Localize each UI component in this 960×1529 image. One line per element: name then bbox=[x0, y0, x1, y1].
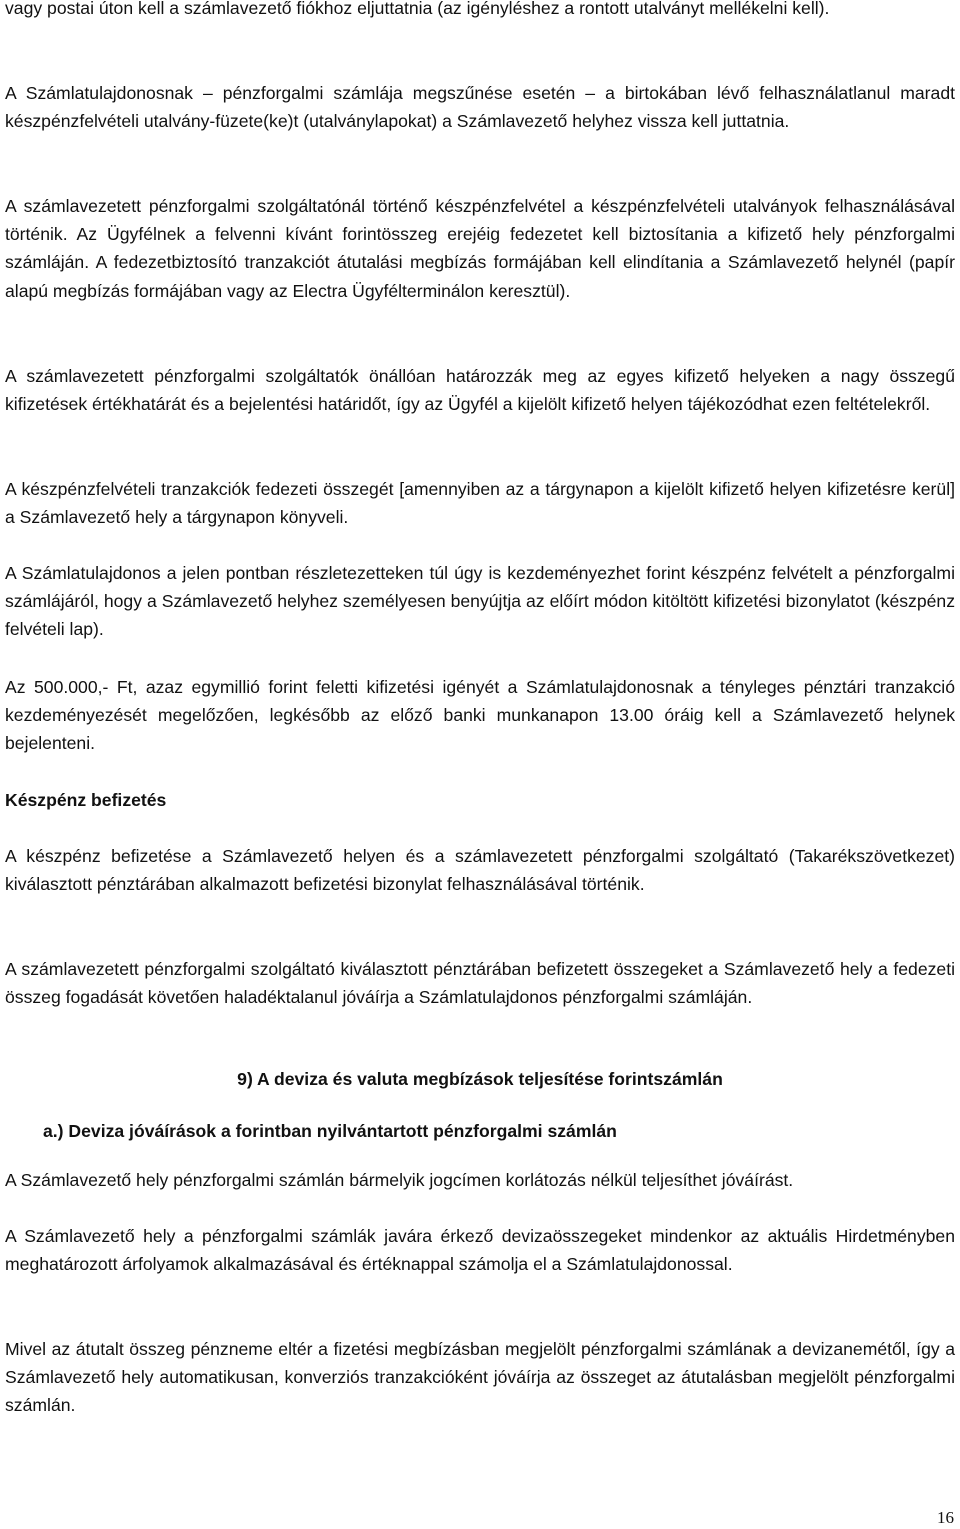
paragraph-fx-settlement: A Számlavezető hely a pénzforgalmi számlák javára érkező devizaösszegeket mindenkor az aktuális Hirdetményben meghatározott árfolyamok alkalmazásával és értéknappal számolja el a Számlatulajdonossal. bbox=[5, 1226, 955, 1275]
section-title-cash-deposit: Készpénz befizetés bbox=[5, 790, 167, 810]
paragraph-deposit-credit: A számlavezetett pénzforgalmi szolgáltató kiválasztott pénztárában befizetett összegeket a Számlavezető hely a fedezeti összeg fogadását követően haladéktalanul jóváírja a Számlatulajdonos pénzforgalmi számláján. bbox=[5, 959, 955, 1008]
page-number: 16 bbox=[937, 1508, 954, 1527]
paragraph-credit-any: A Számlavezető hely pénzforgalmi számlán bármelyik jogcímen korlátozás nélkül teljesíthet jóváírást. bbox=[5, 1170, 794, 1190]
paragraph-cash-withdrawal: A számlavezetett pénzforgalmi szolgáltatónál történő készpénzfelvétel a készpénzfelvételi utalványok felhasználásával történik. Az Ügyfélnek a felvenni kívánt forintösszeg erejéig fedezetet kell biztosítania a kifizető hely pénzforgalmi számláján. A fedezetbiztosító tranzakciót átutalási megbízás formájában kell elindítania a Számlavezető helynél (papír alapú megbízás formájában vagy az Electra Ügyfélterminálon keresztül). bbox=[5, 196, 955, 301]
paragraph-personal-withdrawal: A Számlatulajdonos a jelen pontban részletezetteken túl úgy is kezdeményezhet forint készpénz felvételt a pénzforgalmi számlájáról, hogy a Számlavezető helyhez személyesen benyújtja az előírt módon kitöltött kifizetési bizonylatot (készpénz felvételi lap). bbox=[5, 563, 955, 640]
paragraph-coverage-booking: A készpénzfelvételi tranzakciók fedezeti összegét [amennyiben az a tárgynapon a kijelölt kifizető helyen kifizetésre kerül] a Számlavezető hely a tárgynapon könyveli. bbox=[5, 479, 955, 528]
paragraph-conversion: Mivel az átutalt összeg pénzneme eltér a fizetési megbízásban megjelölt pénzforgalmi számlának a devizanemétől, így a Számlavezető hely automatikusan, konverziós tranzakcióként jóváírja az összeget az átutalásban megjelölt pénzforgalmi számlán. bbox=[5, 1339, 955, 1416]
paragraph-account-closure: A Számlatulajdonosnak – pénzforgalmi számlája megszűnése esetén – a birtokában lévő felhasználatlanul maradt készpénzfelvételi utalvány-füzete(ke)t (utalványlapokat) a Számlavezető helyhez vissza kell juttatnia. bbox=[5, 83, 955, 132]
paragraph-large-payments: A számlavezetett pénzforgalmi szolgáltatók önállóan határozzák meg az egyes kifizető helyeken a nagy összegű kifizetések értékhatárát és a bejelentési határidőt, így az Ügyfél a kijelölt kifizető helyen tájékozódhat ezen feltételekről. bbox=[5, 366, 955, 415]
heading-section-9: 9) A deviza és valuta megbízások teljesítése forintszámlán bbox=[237, 1069, 723, 1089]
paragraph-deposit: A készpénz befizetése a Számlavezető helyen és a számlavezetett pénzforgalmi szolgáltató (Takarékszövetkezet) kiválasztott pénztárában alkalmazott befizetési bizonylat felhasználásával történik. bbox=[5, 846, 955, 895]
paragraph-postal: vagy postai úton kell a számlavezető fiókhoz eljuttatnia (az igényléshez a rontott utalványt mellékelni kell). bbox=[5, 0, 830, 18]
paragraph-announcement: Az 500.000,- Ft, azaz egymillió forint feletti kifizetési igényét a Számlatulajdonosnak a tényleges pénztári tranzakció kezdeményezését megelőzően, legkésőbb az előző banki munkanapon 13.00 óráig kell a Számlavezető helynek bejelenteni. bbox=[5, 677, 955, 754]
heading-subsection-a: a.) Deviza jóváírások a forintban nyilvántartott pénzforgalmi számlán bbox=[43, 1121, 617, 1141]
